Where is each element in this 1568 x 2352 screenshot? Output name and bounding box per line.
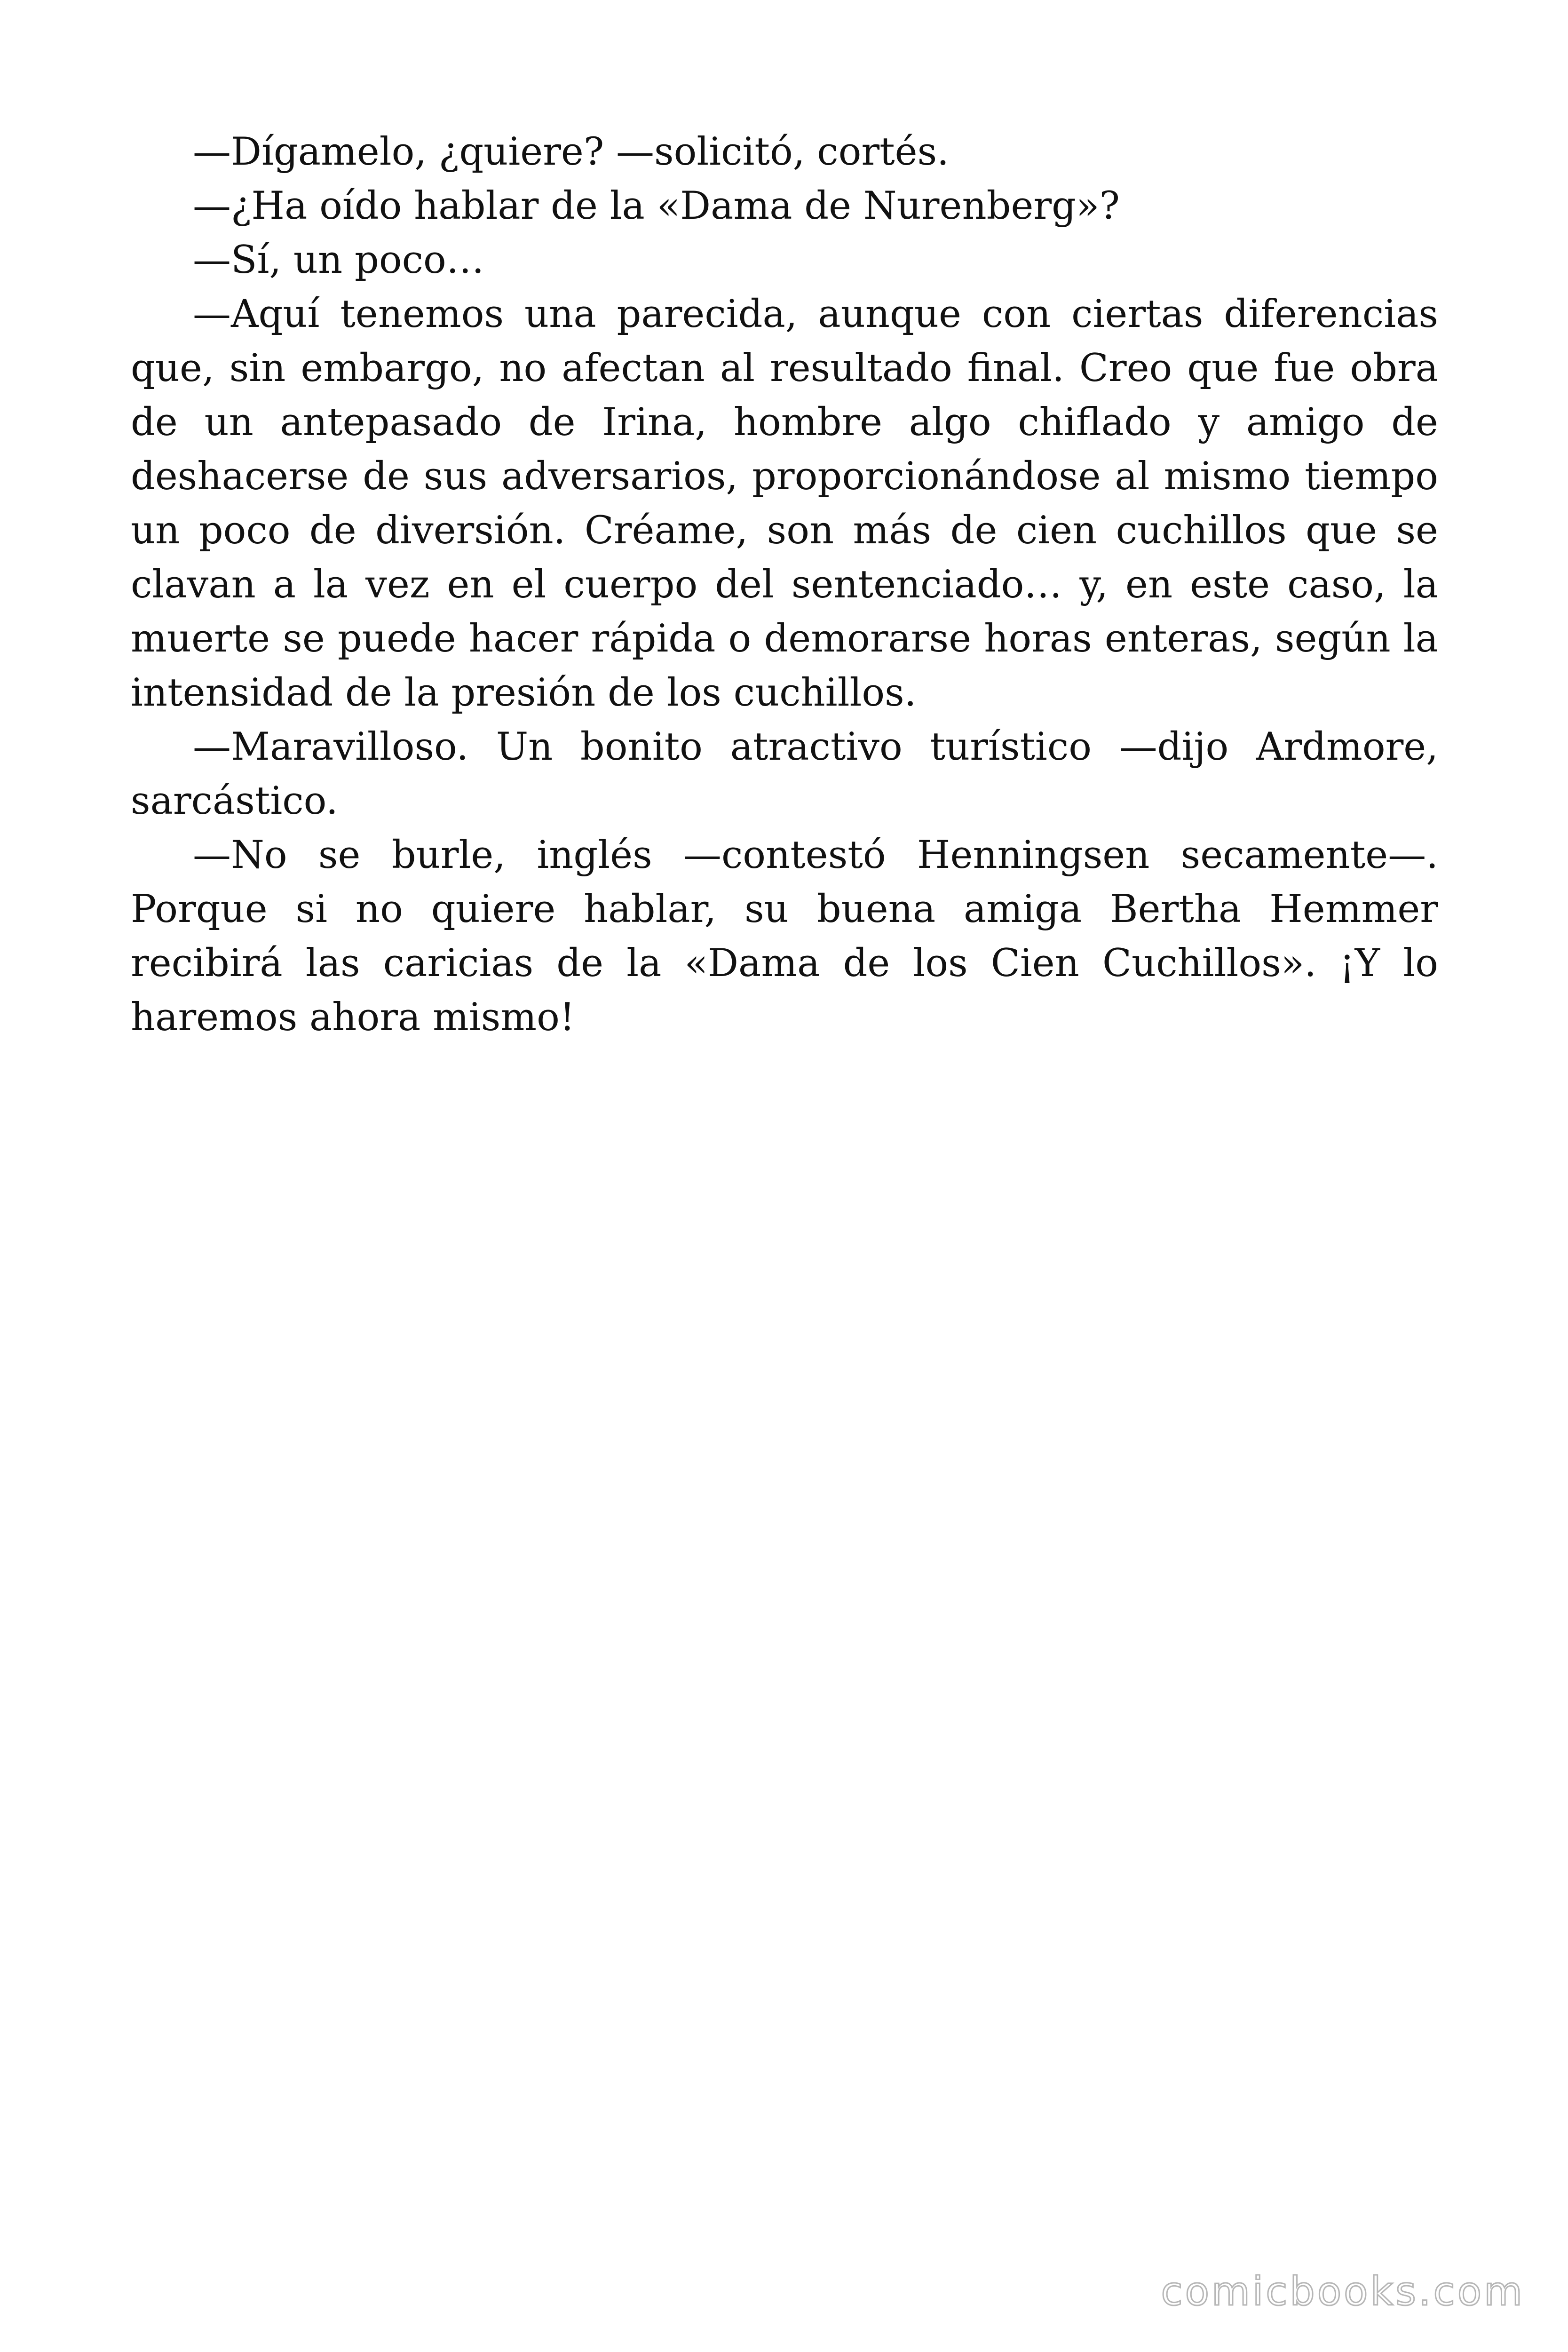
paragraph-4: —Aquí tenemos una parecida, aunque con ciertas diferencias que, sin embargo, no afectan al resultado final. Creo que fue obra de un antepasado de Irina, hombre algo chiflado y amigo de deshacerse de sus adversarios, proporcionándose al mismo tiempo un poco de diversión. Créame, son más de cien cuchillos que se clavan a la vez en el cuerpo del sentenciado… y, en este caso, la muerte se puede hacer rápida o demorarse horas enteras, según la intensidad de la presión de los cuchillos.	[131, 292, 1438, 715]
paragraph-1: —Dígamelo, ¿quiere? —solicitó, cortés.	[193, 130, 949, 174]
paragraph-5: —Maravilloso. Un bonito atractivo turístico —dijo Ardmore, sarcástico.	[131, 725, 1438, 823]
watermark-text: comicbooks.com	[1161, 2268, 1525, 2314]
paragraph-3: —Sí, un poco…	[193, 238, 484, 282]
body-text	[131, 125, 1438, 1045]
paragraph-6: —No se burle, inglés —contestó Henningsen secamente—. Porque si no quiere hablar, su buena amiga Bertha Hemmer recibirá las caricias de la «Dama de los Cien Cuchillos». ¡Y lo haremos ahora mismo!	[131, 833, 1438, 1040]
paragraph-2: —¿Ha oído hablar de la «Dama de Nurenberg»?	[193, 184, 1120, 228]
